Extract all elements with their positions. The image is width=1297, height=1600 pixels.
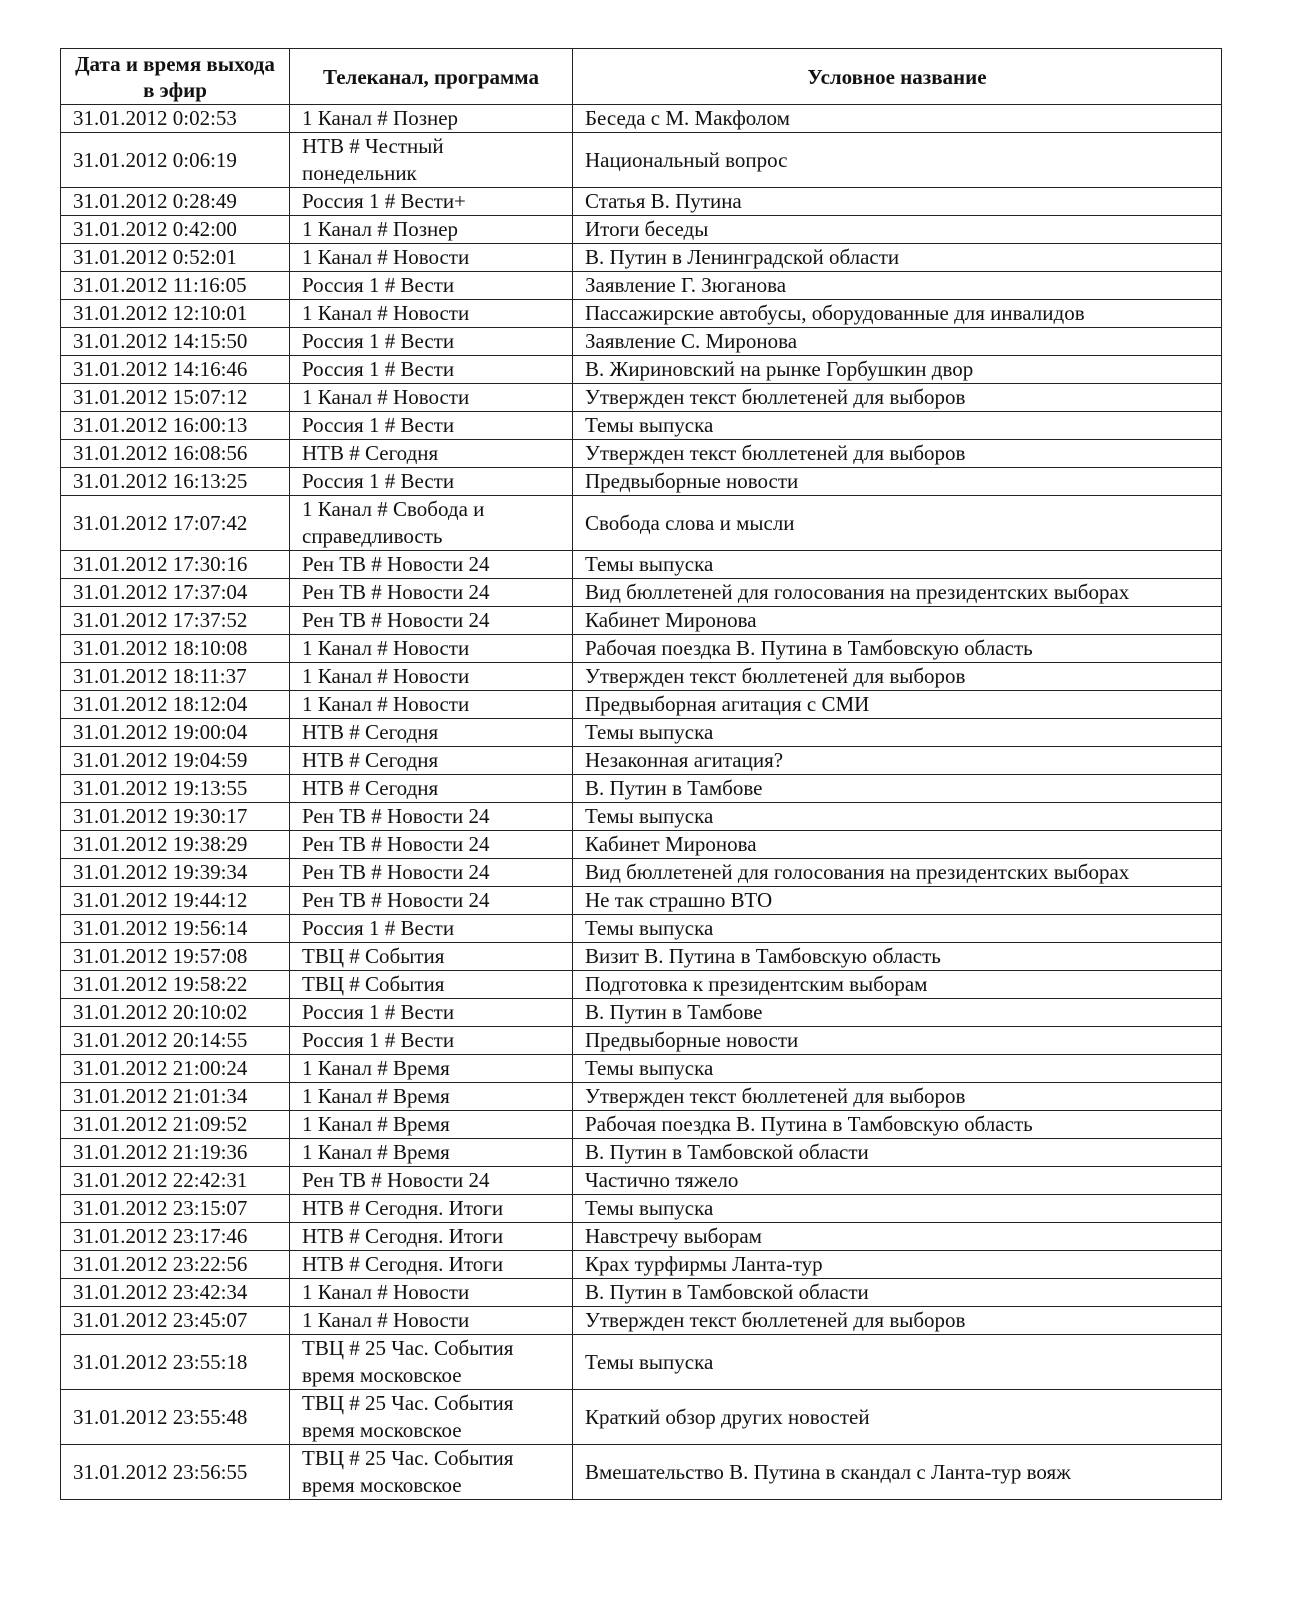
table-row [61,272,1222,300]
cell-title: Крах турфирмы Ланта-тур [573,1251,1222,1279]
cell-datetime: 31.01.2012 23:56:55 [61,1445,290,1500]
table-row [61,1055,1222,1083]
cell-title: Предвыборные новости [573,468,1222,496]
cell-channel: ТВЦ # События [290,943,573,971]
table-row [61,328,1222,356]
cell-title: Кабинет Миронова [573,607,1222,635]
cell-datetime: 31.01.2012 17:07:42 [61,496,290,551]
cell-datetime: 31.01.2012 0:52:01 [61,244,290,272]
cell-title: Вмешательство В. Путина в скандал с Ланта-тур вояж [573,1445,1222,1500]
cell-channel: Рен ТВ # Новости 24 [290,887,573,915]
table-row [61,831,1222,859]
cell-title: Предвыборные новости [573,1027,1222,1055]
cell-datetime: 31.01.2012 23:22:56 [61,1251,290,1279]
cell-title: Предвыборная агитация с СМИ [573,691,1222,719]
cell-title: Частично тяжело [573,1167,1222,1195]
header-title: Условное название [573,49,1222,105]
cell-datetime: 31.01.2012 19:56:14 [61,915,290,943]
cell-title: В. Путин в Тамбовской области [573,1279,1222,1307]
table-row [61,1111,1222,1139]
cell-channel: ТВЦ # 25 Час. События время московское [290,1335,573,1390]
cell-datetime: 31.01.2012 17:37:04 [61,579,290,607]
table-row [61,551,1222,579]
cell-channel: 1 Канал # Новости [290,635,573,663]
table-row [61,1139,1222,1167]
cell-title: Темы выпуска [573,915,1222,943]
cell-channel: НТВ # Сегодня [290,719,573,747]
cell-title: В. Путин в Тамбове [573,775,1222,803]
cell-channel: Рен ТВ # Новости 24 [290,859,573,887]
cell-datetime: 31.01.2012 16:13:25 [61,468,290,496]
cell-title: Краткий обзор других новостей [573,1390,1222,1445]
table-row [61,244,1222,272]
cell-title: В. Жириновский на рынке Горбушкин двор [573,356,1222,384]
cell-datetime: 31.01.2012 19:58:22 [61,971,290,999]
table-row [61,719,1222,747]
table-row [61,216,1222,244]
cell-title: Статья В. Путина [573,188,1222,216]
cell-title: Вид бюллетеней для голосования на президентских выборах [573,579,1222,607]
cell-datetime: 31.01.2012 11:16:05 [61,272,290,300]
cell-title: Утвержден текст бюллетеней для выборов [573,1307,1222,1335]
cell-title: Кабинет Миронова [573,831,1222,859]
table-row [61,579,1222,607]
cell-title: Темы выпуска [573,719,1222,747]
cell-channel: 1 Канал # Познер [290,105,573,133]
cell-datetime: 31.01.2012 19:13:55 [61,775,290,803]
cell-datetime: 31.01.2012 18:12:04 [61,691,290,719]
cell-datetime: 31.01.2012 21:09:52 [61,1111,290,1139]
table-row [61,915,1222,943]
cell-channel: 1 Канал # Новости [290,300,573,328]
cell-title: Утвержден текст бюллетеней для выборов [573,384,1222,412]
cell-datetime: 31.01.2012 21:19:36 [61,1139,290,1167]
table-row [61,1445,1222,1500]
cell-title: Свобода слова и мысли [573,496,1222,551]
table-row [61,1279,1222,1307]
cell-channel: Рен ТВ # Новости 24 [290,607,573,635]
table-row [61,188,1222,216]
cell-datetime: 31.01.2012 19:04:59 [61,747,290,775]
cell-datetime: 31.01.2012 16:00:13 [61,412,290,440]
table-row [61,300,1222,328]
cell-channel: Россия 1 # Вести [290,356,573,384]
header-row [61,49,1222,105]
cell-channel: Рен ТВ # Новости 24 [290,831,573,859]
table-row [61,356,1222,384]
cell-title: В. Путин в Тамбовской области [573,1139,1222,1167]
table-row [61,412,1222,440]
cell-title: Подготовка к президентским выборам [573,971,1222,999]
table-row [61,747,1222,775]
cell-channel: НТВ # Сегодня. Итоги [290,1251,573,1279]
cell-channel: 1 Канал # Время [290,1055,573,1083]
cell-datetime: 31.01.2012 19:30:17 [61,803,290,831]
cell-datetime: 31.01.2012 15:07:12 [61,384,290,412]
cell-channel: НТВ # Сегодня [290,775,573,803]
cell-title: В. Путин в Тамбове [573,999,1222,1027]
table-row [61,971,1222,999]
cell-channel: 1 Канал # Новости [290,1307,573,1335]
cell-datetime: 31.01.2012 23:17:46 [61,1223,290,1251]
table-row [61,1223,1222,1251]
cell-title: Рабочая поездка В. Путина в Тамбовскую область [573,1111,1222,1139]
table-row [61,691,1222,719]
cell-channel: НТВ # Сегодня. Итоги [290,1195,573,1223]
cell-title: Навстречу выборам [573,1223,1222,1251]
cell-title: Итоги беседы [573,216,1222,244]
table-row [61,105,1222,133]
cell-datetime: 31.01.2012 21:01:34 [61,1083,290,1111]
cell-title: Темы выпуска [573,412,1222,440]
cell-datetime: 31.01.2012 16:08:56 [61,440,290,468]
table-row [61,775,1222,803]
cell-datetime: 31.01.2012 20:14:55 [61,1027,290,1055]
cell-title: Беседа с М. Макфолом [573,105,1222,133]
cell-channel: Рен ТВ # Новости 24 [290,803,573,831]
cell-datetime: 31.01.2012 12:10:01 [61,300,290,328]
cell-channel: НТВ # Сегодня [290,440,573,468]
cell-datetime: 31.01.2012 17:30:16 [61,551,290,579]
cell-datetime: 31.01.2012 17:37:52 [61,607,290,635]
cell-channel: Россия 1 # Вести [290,272,573,300]
cell-title: Пассажирские автобусы, оборудованные для инвалидов [573,300,1222,328]
cell-channel: Россия 1 # Вести [290,328,573,356]
cell-channel: 1 Канал # Новости [290,244,573,272]
cell-title: В. Путин в Ленинградской области [573,244,1222,272]
cell-title: Утвержден текст бюллетеней для выборов [573,1083,1222,1111]
cell-title: Незаконная агитация? [573,747,1222,775]
table-row [61,496,1222,551]
cell-channel: НТВ # Сегодня [290,747,573,775]
cell-datetime: 31.01.2012 0:28:49 [61,188,290,216]
table-row [61,803,1222,831]
cell-channel: Россия 1 # Вести [290,412,573,440]
table-row [61,1335,1222,1390]
cell-datetime: 31.01.2012 23:55:18 [61,1335,290,1390]
header-channel: Телеканал, программа [290,49,573,105]
cell-datetime: 31.01.2012 23:45:07 [61,1307,290,1335]
cell-title: Вид бюллетеней для голосования на президентских выборах [573,859,1222,887]
cell-title: Заявление С. Миронова [573,328,1222,356]
table-row [61,663,1222,691]
cell-datetime: 31.01.2012 18:10:08 [61,635,290,663]
cell-title: Заявление Г. Зюганова [573,272,1222,300]
cell-datetime: 31.01.2012 0:02:53 [61,105,290,133]
cell-channel: 1 Канал # Новости [290,384,573,412]
cell-title: Не так страшно ВТО [573,887,1222,915]
table-row [61,1083,1222,1111]
table-row [61,1027,1222,1055]
cell-datetime: 31.01.2012 23:42:34 [61,1279,290,1307]
cell-channel: ТВЦ # 25 Час. События время московское [290,1445,573,1500]
cell-datetime: 31.01.2012 23:55:48 [61,1390,290,1445]
cell-title: Национальный вопрос [573,133,1222,188]
cell-channel: НТВ # Сегодня. Итоги [290,1223,573,1251]
table-row [61,859,1222,887]
cell-title: Утвержден текст бюллетеней для выборов [573,440,1222,468]
cell-channel: Рен ТВ # Новости 24 [290,551,573,579]
cell-datetime: 31.01.2012 14:16:46 [61,356,290,384]
header-datetime: Дата и время выхода в эфир [61,49,290,105]
cell-channel: НТВ # Честный понедельник [290,133,573,188]
cell-channel: ТВЦ # События [290,971,573,999]
cell-datetime: 31.01.2012 19:38:29 [61,831,290,859]
cell-title: Утвержден текст бюллетеней для выборов [573,663,1222,691]
table-row [61,999,1222,1027]
table-row [61,1390,1222,1445]
table-row [61,133,1222,188]
cell-datetime: 31.01.2012 21:00:24 [61,1055,290,1083]
cell-channel: Россия 1 # Вести [290,999,573,1027]
table-row [61,468,1222,496]
cell-title: Темы выпуска [573,1055,1222,1083]
table-row [61,1251,1222,1279]
cell-channel: 1 Канал # Новости [290,1279,573,1307]
cell-channel: Россия 1 # Вести [290,1027,573,1055]
cell-datetime: 31.01.2012 20:10:02 [61,999,290,1027]
cell-channel: 1 Канал # Познер [290,216,573,244]
broadcast-table [60,48,1222,1500]
table-row [61,440,1222,468]
cell-channel: Рен ТВ # Новости 24 [290,579,573,607]
cell-datetime: 31.01.2012 19:44:12 [61,887,290,915]
cell-datetime: 31.01.2012 19:57:08 [61,943,290,971]
cell-title: Визит В. Путина в Тамбовскую область [573,943,1222,971]
cell-title: Темы выпуска [573,1195,1222,1223]
cell-channel: 1 Канал # Новости [290,663,573,691]
cell-datetime: 31.01.2012 23:15:07 [61,1195,290,1223]
cell-title: Темы выпуска [573,1335,1222,1390]
cell-channel: Россия 1 # Вести+ [290,188,573,216]
cell-channel: 1 Канал # Время [290,1083,573,1111]
cell-channel: Россия 1 # Вести [290,468,573,496]
cell-datetime: 31.01.2012 19:39:34 [61,859,290,887]
cell-channel: 1 Канал # Новости [290,691,573,719]
cell-title: Темы выпуска [573,551,1222,579]
table-row [61,384,1222,412]
cell-datetime: 31.01.2012 0:06:19 [61,133,290,188]
cell-datetime: 31.01.2012 14:15:50 [61,328,290,356]
cell-datetime: 31.01.2012 18:11:37 [61,663,290,691]
table-row [61,1195,1222,1223]
table-row [61,607,1222,635]
table-row [61,1307,1222,1335]
table-row [61,635,1222,663]
cell-channel: 1 Канал # Время [290,1139,573,1167]
cell-channel: ТВЦ # 25 Час. События время московское [290,1390,573,1445]
cell-title: Темы выпуска [573,803,1222,831]
table-row [61,887,1222,915]
cell-datetime: 31.01.2012 19:00:04 [61,719,290,747]
table-row [61,943,1222,971]
cell-channel: 1 Канал # Время [290,1111,573,1139]
table-row [61,1167,1222,1195]
cell-datetime: 31.01.2012 0:42:00 [61,216,290,244]
cell-datetime: 31.01.2012 22:42:31 [61,1167,290,1195]
cell-channel: 1 Канал # Свобода и справедливость [290,496,573,551]
cell-title: Рабочая поездка В. Путина в Тамбовскую область [573,635,1222,663]
cell-channel: Рен ТВ # Новости 24 [290,1167,573,1195]
cell-channel: Россия 1 # Вести [290,915,573,943]
table-body [61,105,1222,1500]
